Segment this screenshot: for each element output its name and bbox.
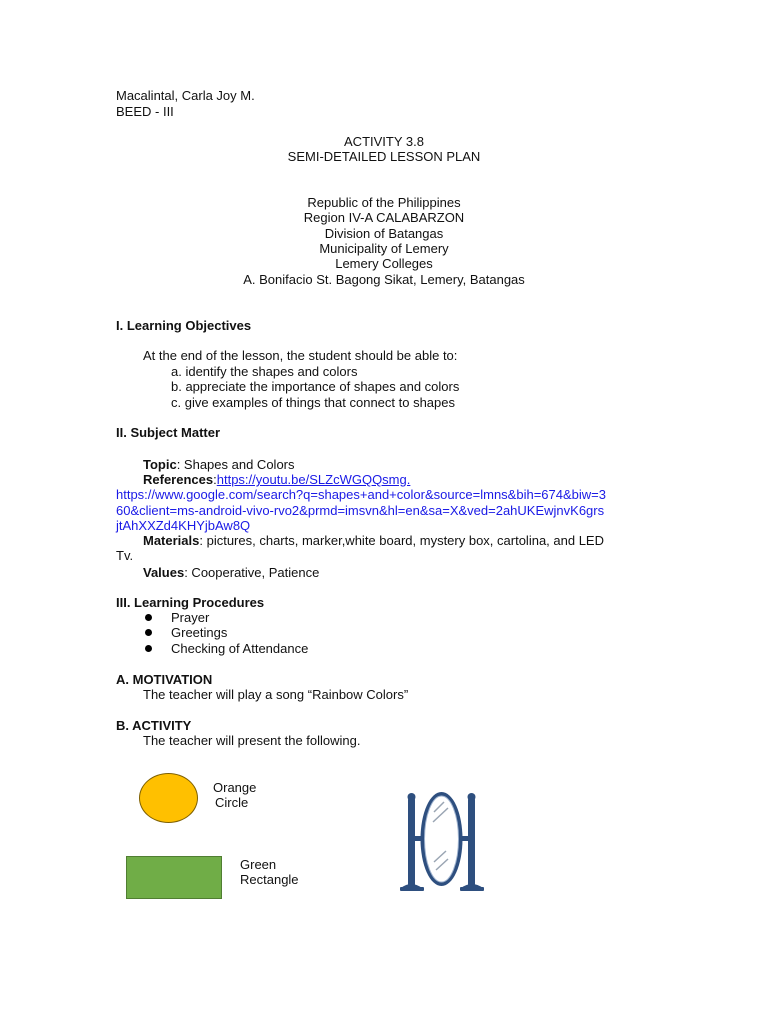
procedures-heading: III. Learning Procedures (116, 595, 265, 610)
rect-color-label: Green (240, 857, 277, 872)
topic-label: Topic (143, 457, 177, 472)
motivation-heading: A. MOTIVATION (116, 672, 213, 687)
reference-link-google-3[interactable]: jtAhXXZd4KHYjbAw8Q (116, 518, 251, 533)
subject-heading: II. Subject Matter (116, 425, 221, 440)
circle-name-label: Circle (215, 795, 249, 810)
topic-value: : Shapes and Colors (176, 457, 295, 472)
materials-value: : pictures, charts, marker,white board, mystery box, cartolina, and LED (199, 533, 604, 548)
green-rectangle-shape (126, 856, 222, 899)
header-line-4: Municipality of Lemery (319, 241, 449, 256)
student-name: Macalintal, Carla Joy M. (116, 88, 255, 103)
rect-name-label: Rectangle (240, 872, 299, 887)
values-label: Values (143, 565, 185, 580)
topic-line (143, 457, 295, 472)
values-value: : Cooperative, Patience (184, 565, 320, 580)
bullet-icon (145, 645, 152, 652)
bullet-icon (145, 629, 152, 636)
student-course: BEED - III (116, 104, 174, 119)
references-sep: : (213, 472, 217, 487)
objectives-heading: I. Learning Objectives (116, 318, 252, 333)
motivation-text: The teacher will play a song “Rainbow Colors” (143, 687, 409, 702)
circle-color-label: Orange (213, 780, 257, 795)
references-line (143, 472, 410, 487)
header-line-2: Region IV-A CALABARZON (303, 210, 465, 225)
header-line-5: Lemery Colleges (335, 256, 433, 271)
reference-link-youtube[interactable]: https://youtu.be/SLZcWGQQsmg. (216, 472, 411, 487)
values-line (143, 565, 319, 580)
activity-number: ACTIVITY 3.8 (344, 134, 424, 149)
procedure-item: Checking of Attendance (171, 641, 309, 656)
procedure-item: Prayer (171, 610, 210, 625)
materials-label: Materials (143, 533, 200, 548)
header-line-3: Division of Batangas (324, 226, 444, 241)
procedure-item: Greetings (171, 625, 228, 640)
reference-link-google-2[interactable]: 60&client=ms-android-vivo-rvo2&prmd=imsvn&hl=en&sa=X&ved=2ahUKEwjnvK6grs (116, 503, 605, 518)
objective-item: c. give examples of things that connect to shapes (171, 395, 456, 410)
activity-title: SEMI-DETAILED LESSON PLAN (287, 149, 481, 164)
objective-item: b. appreciate the importance of shapes and colors (171, 379, 460, 394)
materials-line (143, 533, 604, 548)
header-line-6: A. Bonifacio St. Bagong Sikat, Lemery, Batangas (243, 272, 525, 287)
objectives-intro: At the end of the lesson, the student should be able to: (143, 348, 458, 363)
orange-circle-shape (139, 773, 198, 823)
header-line-1: Republic of the Philippines (307, 195, 461, 210)
bullet-icon (145, 614, 152, 621)
activity-text: The teacher will present the following. (143, 733, 361, 748)
reference-link-google-1[interactable]: https://www.google.com/search?q=shapes+and+color&source=lmns&bih=674&biw=3 (116, 487, 606, 502)
objective-item: a. identify the shapes and colors (171, 364, 358, 379)
activity-heading: B. ACTIVITY (116, 718, 192, 733)
references-label: References (143, 472, 214, 487)
mirror-icon (398, 784, 486, 894)
materials-continued: Tv. (116, 548, 134, 563)
